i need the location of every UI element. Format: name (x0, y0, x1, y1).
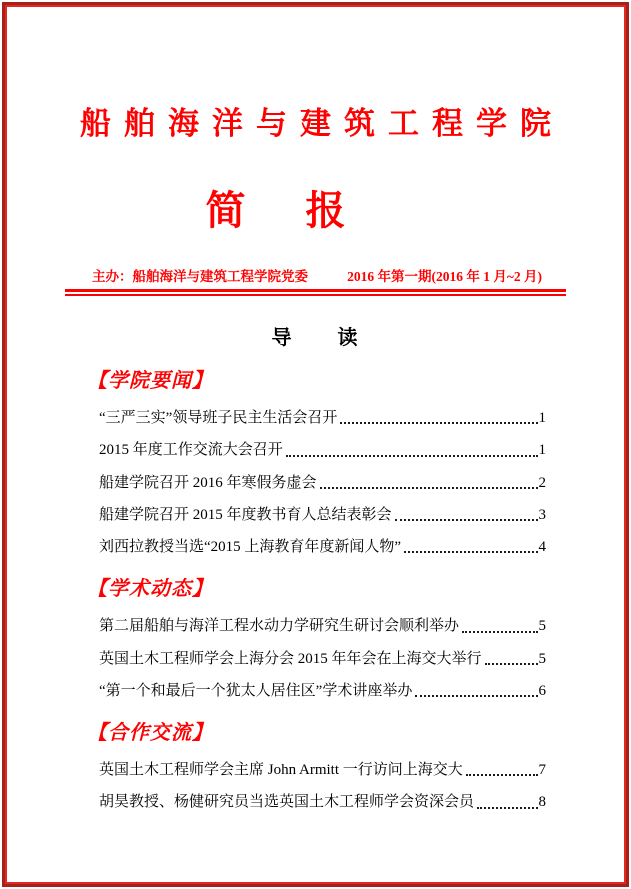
newsletter-page (7, 107, 624, 812)
toc-entry-page: 2 (538, 474, 546, 491)
toc-leader-dots (485, 663, 538, 665)
toc-entry[interactable] (99, 651, 546, 668)
toc-entry[interactable] (99, 539, 546, 556)
masthead-subtitle: 简 报 (205, 188, 356, 234)
toc-leader-dots (320, 487, 538, 489)
issue-label: 2016 年第一期(2016 年 1 月~2 月) (347, 269, 542, 285)
masthead-title: 船舶海洋与建筑工程学院 (80, 106, 564, 141)
toc-leader-dots (404, 551, 537, 553)
toc-leader-dots (340, 422, 537, 424)
toc-entry[interactable] (99, 507, 546, 524)
toc-entry-title: “第一个和最后一个犹太人居住区”学术讲座举办 (99, 682, 413, 699)
toc-leader-dots (466, 774, 538, 776)
organizer-label: 主办：船舶海洋与建筑工程学院党委 (92, 269, 308, 285)
toc-leader-dots (462, 631, 537, 633)
toc-entry-page: 7 (538, 762, 546, 779)
toc-entry-page: 1 (538, 410, 546, 427)
toc-list-academic-news (99, 618, 546, 700)
section-heading-cooperation: 【合作交流】 (87, 722, 213, 745)
toc-entry-title: 英国土木工程师学会上海分会 2015 年年会在上海交大举行 (99, 650, 482, 667)
toc-entry-page: 6 (538, 682, 546, 699)
toc-leader-dots (286, 455, 538, 457)
toc-entry-page: 4 (538, 539, 546, 556)
toc-entry-title: 2015 年度工作交流大会召开 (99, 442, 283, 459)
toc-entry-title: 第二届船舶与海洋工程水动力学研究生研讨会顺利举办 (99, 618, 460, 635)
toc-entry[interactable] (99, 794, 546, 811)
page-border-outer (2, 2, 629, 887)
masthead-divider (65, 289, 566, 296)
toc-list-cooperation (99, 762, 546, 812)
toc-entry[interactable] (99, 683, 546, 700)
toc-list-college-news (99, 410, 546, 556)
masthead-byline (92, 265, 542, 285)
toc-entry-title: 船建学院召开 2015 年度教书育人总结表彰会 (99, 506, 392, 523)
toc-entry[interactable] (99, 618, 546, 635)
toc-entry[interactable] (99, 410, 546, 427)
toc-leader-dots (395, 519, 538, 521)
toc-entry[interactable] (99, 442, 546, 459)
toc-leader-dots (415, 695, 537, 697)
toc-entry-title: 刘西拉教授当选“2015 上海教育年度新闻人物” (99, 539, 402, 556)
toc-entry[interactable] (99, 762, 546, 779)
toc-entry-page: 1 (538, 442, 546, 459)
toc-entry-page: 5 (538, 650, 546, 667)
toc-entry[interactable] (99, 475, 546, 492)
toc-entry-page: 5 (538, 618, 546, 635)
section-heading-college-news: 【学院要闻】 (87, 370, 213, 393)
guide-title: 导 读 (271, 327, 360, 350)
toc-entry-title: 船建学院召开 2016 年寒假务虚会 (99, 474, 317, 491)
page-border-inner (5, 5, 626, 884)
toc-entry-page: 8 (538, 794, 546, 811)
section-heading-academic-news: 【学术动态】 (87, 578, 213, 601)
toc-leader-dots (477, 807, 537, 809)
toc-entry-page: 3 (538, 506, 546, 523)
toc-entry-title: “三严三实”领导班子民主生活会召开 (99, 410, 338, 427)
toc-entry-title: 胡昊教授、杨健研究员当选英国土木工程师学会资深会员 (99, 794, 475, 811)
toc-entry-title: 英国土木工程师学会主席 John Armitt 一行访问上海交大 (99, 762, 463, 779)
